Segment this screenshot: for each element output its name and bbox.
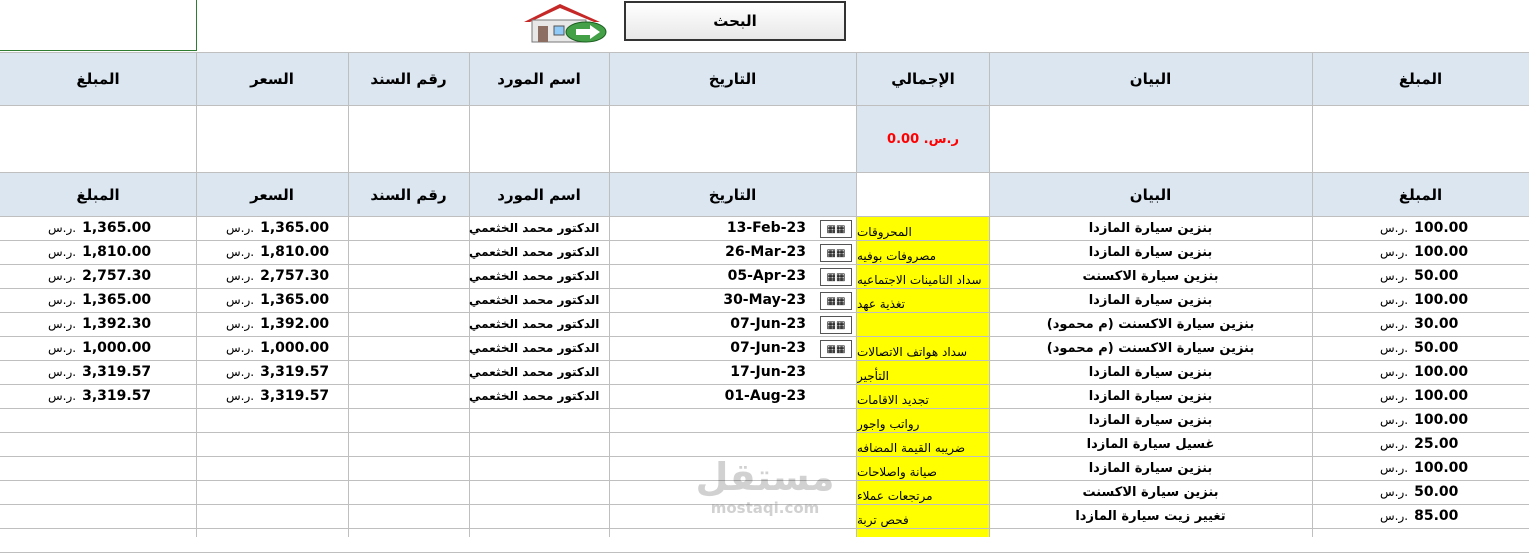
amount-cell[interactable]: [1380, 312, 1520, 336]
header2-date: التاريخ: [708, 185, 757, 204]
amount-cell[interactable]: [1380, 288, 1520, 312]
statement-cell[interactable]: بنزين سيارة المازدا: [1088, 364, 1213, 380]
currency-label: ر.س.: [226, 269, 255, 283]
amount-value: 100.00: [1414, 220, 1469, 236]
currency-label: ر.س.: [226, 341, 255, 355]
currency-label: ر.س.: [48, 365, 77, 379]
category-item[interactable]: تغذية عهد: [857, 297, 906, 311]
currency-label: ر.س.: [1380, 269, 1409, 283]
line-amount-cell[interactable]: [48, 336, 193, 360]
currency-label: ر.س.: [226, 365, 255, 379]
currency-label: ر.س.: [1380, 437, 1409, 451]
watermark-brand: مستقل: [695, 455, 835, 499]
date-cell[interactable]: 17-Jun-23: [730, 364, 806, 380]
header-statement: البيان: [1129, 69, 1172, 88]
statement-cell[interactable]: بنزين سيارة المازدا: [1088, 220, 1213, 236]
line-amount-value: 1,365.00: [82, 220, 152, 236]
amount-value: 50.00: [1414, 340, 1459, 356]
line-amount-value: 1,000.00: [82, 340, 152, 356]
price-value: 3,319.57: [260, 364, 330, 380]
line-amount-value: 3,319.57: [82, 364, 152, 380]
amount-cell[interactable]: [1380, 264, 1520, 288]
price-cell[interactable]: [226, 360, 346, 384]
header2-price: السعر: [250, 185, 294, 204]
category-item[interactable]: التأجير: [857, 369, 889, 383]
price-value: 1,365.00: [260, 220, 330, 236]
statement-cell[interactable]: بنزين سيارة المازدا: [1088, 412, 1213, 428]
currency-label: ر.س.: [1380, 293, 1409, 307]
supplier-cell[interactable]: الدكتور محمد الخثعمي: [469, 245, 600, 259]
header-date: التاريخ: [708, 69, 757, 88]
line-amount-cell[interactable]: [48, 240, 193, 264]
calendar-picker-icon[interactable]: ▦▦: [820, 292, 852, 310]
calendar-picker-icon[interactable]: ▦▦: [820, 220, 852, 238]
currency-label: ر.س.: [1380, 221, 1409, 235]
category-item[interactable]: سداد هواتف الاتصالات: [857, 345, 968, 359]
supplier-cell[interactable]: الدكتور محمد الخثعمي: [469, 269, 600, 283]
amount-value: 85.00: [1414, 508, 1459, 524]
category-item[interactable]: فحص تربة: [857, 513, 909, 527]
amount-value: 100.00: [1414, 388, 1469, 404]
amount-value: 100.00: [1414, 292, 1469, 308]
category-item[interactable]: تجديد الاقامات: [857, 393, 929, 407]
amount-cell[interactable]: [1380, 480, 1520, 504]
currency-label: ر.س.: [226, 245, 255, 259]
currency-label: ر.س.: [1380, 461, 1409, 475]
currency-label: ر.س.: [226, 389, 255, 403]
date-cell[interactable]: 07-Jun-23: [730, 316, 806, 332]
category-item[interactable]: رواتب واجور: [857, 417, 920, 431]
supplier-cell[interactable]: الدكتور محمد الخثعمي: [469, 389, 600, 403]
amount-cell[interactable]: [1380, 384, 1520, 408]
amount-cell[interactable]: [1380, 216, 1520, 240]
supplier-cell[interactable]: الدكتور محمد الخثعمي: [469, 221, 600, 235]
currency-label: ر.س.: [1380, 389, 1409, 403]
header2-amount-2: المبلغ: [76, 185, 120, 204]
date-cell[interactable]: 01-Aug-23: [724, 388, 806, 404]
price-cell[interactable]: [226, 312, 346, 336]
line-amount-cell[interactable]: [48, 360, 193, 384]
currency-label: ر.س.: [1380, 365, 1409, 379]
amount-value: 100.00: [1414, 244, 1469, 260]
amount-cell[interactable]: [1380, 240, 1520, 264]
statement-cell[interactable]: بنزين سيارة المازدا: [1088, 460, 1213, 476]
header2-amount: المبلغ: [1398, 185, 1443, 204]
amount-cell[interactable]: [1380, 336, 1520, 360]
price-cell[interactable]: [226, 240, 346, 264]
header2-statement: البيان: [1129, 185, 1172, 204]
watermark-site: mostaqi.com: [710, 499, 820, 517]
date-cell[interactable]: 26-Mar-23: [725, 244, 806, 260]
category-item[interactable]: المحروقات: [857, 225, 912, 239]
currency-label: ر.س.: [1380, 245, 1409, 259]
currency-label: ر.س.: [48, 317, 77, 331]
category-item[interactable]: صيانة واصلاحات: [857, 465, 937, 479]
currency-label: ر.س.: [1380, 485, 1409, 499]
statement-cell[interactable]: بنزين سيارة الاكسنت: [1082, 268, 1219, 284]
currency-label: ر.س.: [48, 389, 77, 403]
header-amount: المبلغ: [1398, 69, 1443, 88]
price-cell[interactable]: [226, 384, 346, 408]
category-item[interactable]: مرتجعات عملاء: [857, 489, 933, 503]
currency-label: ر.س.: [226, 317, 255, 331]
price-value: 1,365.00: [260, 292, 330, 308]
category-item[interactable]: [857, 532, 993, 556]
price-cell[interactable]: [226, 216, 346, 240]
currency-label: ر.س.: [48, 221, 77, 235]
currency-label: ر.س.: [48, 245, 77, 259]
line-amount-cell[interactable]: [48, 312, 193, 336]
currency-label: ر.س.: [226, 221, 255, 235]
line-amount-cell[interactable]: [48, 216, 193, 240]
price-value: 1,000.00: [260, 340, 330, 356]
price-cell[interactable]: [226, 288, 346, 312]
header2-voucher: رقم السند: [370, 185, 447, 204]
header-supplier: اسم المورد: [497, 69, 581, 88]
category-item[interactable]: سداد التامينات الاجتماعيه: [857, 273, 982, 287]
home-button[interactable]: [520, 2, 608, 44]
statement-cell[interactable]: غسيل سيارة المازدا: [1086, 436, 1215, 452]
blank-total-header: [857, 173, 989, 216]
currency-label: ر.س.: [48, 293, 77, 307]
calendar-picker-icon[interactable]: ▦▦: [820, 340, 852, 358]
supplier-cell[interactable]: الدكتور محمد الخثعمي: [469, 341, 600, 355]
currency-label: ر.س.: [1380, 413, 1409, 427]
price-value: 3,319.57: [260, 388, 330, 404]
line-amount-value: 1,810.00: [82, 244, 152, 260]
amount-value: 50.00: [1414, 484, 1459, 500]
amount-value: 25.00: [1414, 436, 1459, 452]
price-value: 2,757.30: [260, 268, 330, 284]
date-cell[interactable]: 05-Apr-23: [727, 268, 806, 284]
statement-cell[interactable]: بنزين سيارة المازدا: [1088, 292, 1213, 308]
supplier-cell[interactable]: الدكتور محمد الخثعمي: [469, 293, 600, 307]
watermark: [690, 455, 840, 525]
currency-label: ر.س.: [48, 269, 77, 283]
header-amount-2: المبلغ: [76, 69, 120, 88]
date-cell[interactable]: 13-Feb-23: [726, 220, 806, 236]
price-cell[interactable]: [226, 336, 346, 360]
amount-value: 100.00: [1414, 364, 1469, 380]
search-button-label: البحث: [713, 12, 757, 30]
line-amount-value: 1,365.00: [82, 292, 152, 308]
line-amount-value: 2,757.30: [82, 268, 152, 284]
line-amount-value: 3,319.57: [82, 388, 152, 404]
amount-cell[interactable]: [1380, 360, 1520, 384]
currency-label: ر.س.: [1380, 509, 1409, 523]
amount-value: 30.00: [1414, 316, 1459, 332]
amount-value: 100.00: [1414, 412, 1469, 428]
price-value: 1,392.00: [260, 316, 330, 332]
total-value: ر.س. 0.00: [887, 131, 959, 147]
line-amount-cell[interactable]: [48, 264, 193, 288]
amount-cell[interactable]: [1380, 504, 1520, 528]
amount-cell[interactable]: [1380, 432, 1520, 456]
line-amount-cell[interactable]: [48, 384, 193, 408]
amount-value: 50.00: [1414, 268, 1459, 284]
statement-cell[interactable]: بنزين سيارة الاكسنت (م محمود): [1046, 340, 1255, 356]
price-value: 1,810.00: [260, 244, 330, 260]
date-cell[interactable]: 07-Jun-23: [730, 340, 806, 356]
search-button[interactable]: [624, 1, 846, 41]
header-voucher: رقم السند: [370, 69, 447, 88]
line-amount-value: 1,392.30: [82, 316, 152, 332]
amount-value: 100.00: [1414, 460, 1469, 476]
line-amount-cell[interactable]: [48, 288, 193, 312]
statement-cell[interactable]: بنزين سيارة المازدا: [1088, 244, 1213, 260]
date-cell[interactable]: 30-May-23: [723, 292, 806, 308]
currency-label: ر.س.: [226, 293, 255, 307]
house-with-arrow-icon: [520, 2, 608, 44]
calendar-picker-icon[interactable]: ▦▦: [820, 316, 852, 334]
amount-cell[interactable]: [1380, 408, 1520, 432]
amount-cell[interactable]: [1380, 456, 1520, 480]
currency-label: ر.س.: [1380, 341, 1409, 355]
header-total: الإجمالي: [891, 69, 955, 88]
supplier-cell[interactable]: الدكتور محمد الخثعمي: [469, 365, 600, 379]
price-cell[interactable]: [226, 264, 346, 288]
calendar-picker-icon[interactable]: ▦▦: [820, 244, 852, 262]
calendar-picker-icon[interactable]: ▦▦: [820, 268, 852, 286]
statement-cell[interactable]: بنزين سيارة الاكسنت (م محمود): [1046, 316, 1255, 332]
header-price: السعر: [250, 69, 294, 88]
category-item[interactable]: ضريبه القيمة المضافه: [857, 441, 966, 455]
statement-cell[interactable]: بنزين سيارة الاكسنت: [1082, 484, 1219, 500]
supplier-cell[interactable]: الدكتور محمد الخثعمي: [469, 317, 600, 331]
header2-supplier: اسم المورد: [497, 185, 581, 204]
statement-cell[interactable]: بنزين سيارة المازدا: [1088, 388, 1213, 404]
currency-label: ر.س.: [48, 341, 77, 355]
category-item[interactable]: [857, 316, 993, 340]
category-item[interactable]: مصروفات بوفيه: [857, 249, 937, 263]
statement-cell[interactable]: تغيير زيت سيارة المازدا: [1075, 508, 1226, 524]
currency-label: ر.س.: [1380, 317, 1409, 331]
